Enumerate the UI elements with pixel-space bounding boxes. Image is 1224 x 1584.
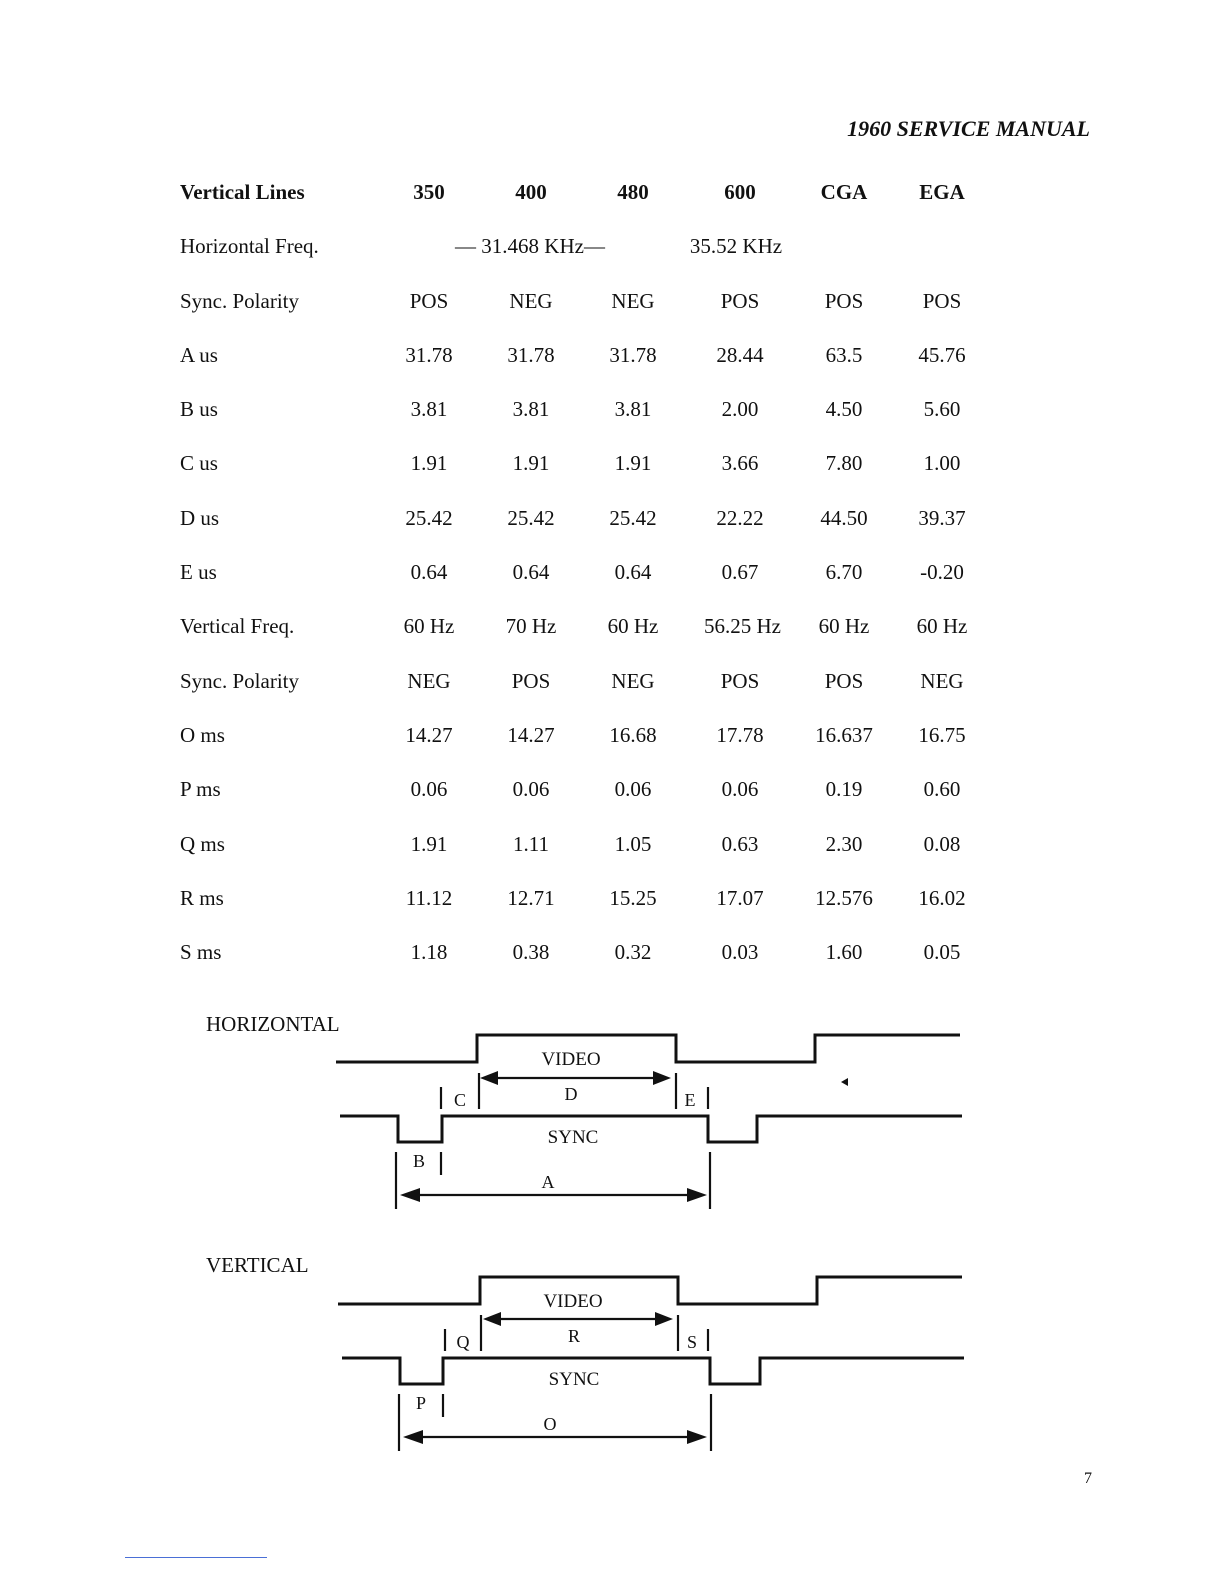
row-label: Sync. Polarity <box>180 288 299 313</box>
table-cell: 1.00 <box>923 451 961 476</box>
table-cell: 28.44 <box>716 342 764 367</box>
column-header: 400 <box>515 180 547 204</box>
table-cell: 25.42 <box>507 505 555 530</box>
table-cell: 1.11 <box>513 831 549 856</box>
r-arrow-left-head <box>483 1312 501 1326</box>
table-cell: 63.5 <box>825 342 863 367</box>
row-label: P ms <box>180 777 221 802</box>
column-header: CGA <box>820 180 868 204</box>
d-arrow-left-head <box>480 1071 498 1085</box>
table-cell: 60 Hz <box>403 614 455 639</box>
table-cell: 0.64 <box>614 560 652 585</box>
table-cell: 6.70 <box>825 560 863 585</box>
page-number: 7 <box>1084 1470 1092 1487</box>
table-cell: 0.06 <box>614 777 652 802</box>
table-cell: 12.71 <box>507 885 555 910</box>
horizontal-timing-svg <box>330 1025 970 1215</box>
table-cell: 0.06 <box>410 777 448 802</box>
table-cell: POS <box>720 668 760 693</box>
table-cell: 2.30 <box>825 831 863 856</box>
video-label: VIDEO <box>543 1291 603 1312</box>
row-label: Q ms <box>180 831 225 856</box>
video-label: VIDEO <box>541 1049 601 1070</box>
row-label: Sync. Polarity <box>180 668 299 693</box>
table-cell: 3.81 <box>614 397 652 422</box>
table-cell: 60 Hz <box>607 614 659 639</box>
table-cell: 1.05 <box>614 831 652 856</box>
table-cell: 3.66 <box>721 451 759 476</box>
column-header: 600 <box>724 180 756 204</box>
table-cell: 0.06 <box>512 777 550 802</box>
table-cell: POS <box>409 288 449 313</box>
table-cell: 1.91 <box>410 831 448 856</box>
table-cell: POS <box>922 288 962 313</box>
table-cell: 1.60 <box>825 940 863 965</box>
table-cell: POS <box>824 288 864 313</box>
table-cell: 16.637 <box>815 722 873 747</box>
video-waveform <box>338 1277 962 1304</box>
table-cell: 1.91 <box>410 451 448 476</box>
table-cell: 31.78 <box>507 342 555 367</box>
table-cell: 16.02 <box>918 885 966 910</box>
table-cell: 60 Hz <box>916 614 968 639</box>
c-label: C <box>453 1090 467 1110</box>
column-header: 480 <box>617 180 649 204</box>
table-cell: 16.75 <box>918 722 966 747</box>
table-cell: 7.80 <box>825 451 863 476</box>
table-cell: POS <box>824 668 864 693</box>
d-arrow-right-head <box>653 1071 671 1085</box>
table-cell: POS <box>720 288 760 313</box>
row-label: D us <box>180 505 220 530</box>
row-label: E us <box>180 560 217 585</box>
stray-mark <box>841 1078 848 1086</box>
table-cell: NEG <box>509 288 553 313</box>
r-label: R <box>567 1326 581 1346</box>
table-cell: 45.76 <box>918 342 966 367</box>
table-cell: 15.25 <box>609 885 657 910</box>
b-label: B <box>412 1151 426 1171</box>
horizontal-freq-600-value: 35.52 KHz <box>689 234 783 259</box>
table-cell: 12.576 <box>815 885 873 910</box>
table-cell: 25.42 <box>609 505 657 530</box>
row-label: A us <box>180 342 218 367</box>
table-cell: 1.91 <box>614 451 652 476</box>
manual-title: 1960 SERVICE MANUAL <box>847 116 1090 141</box>
vertical-timing-svg <box>330 1267 970 1457</box>
row-label: S ms <box>180 940 222 965</box>
a-arrow-left-head <box>400 1188 420 1202</box>
table-cell: 0.64 <box>410 560 448 585</box>
horizontal-timing-diagram <box>330 1025 970 1215</box>
table-cell: POS <box>511 668 551 693</box>
table-cell: 1.91 <box>512 451 550 476</box>
table-cell: 16.68 <box>609 722 657 747</box>
row-label: Horizontal Freq. <box>180 234 319 259</box>
column-header: 350 <box>413 180 445 204</box>
video-waveform <box>336 1035 960 1062</box>
sync-waveform <box>342 1358 964 1384</box>
row-label: Vertical Lines <box>180 180 305 204</box>
table-cell: 5.60 <box>923 397 961 422</box>
table-cell: 56.25 Hz <box>704 614 781 639</box>
table-cell: 0.08 <box>923 831 961 856</box>
table-cell: NEG <box>611 668 655 693</box>
table-cell: NEG <box>611 288 655 313</box>
column-header: EGA <box>919 180 965 204</box>
sync-label: SYNC <box>547 1127 599 1148</box>
table-cell: 0.38 <box>512 940 550 965</box>
sync-label: SYNC <box>548 1369 600 1390</box>
table-cell: 70 Hz <box>505 614 557 639</box>
r-arrow-right-head <box>655 1312 673 1326</box>
vertical-timing-diagram <box>330 1267 970 1457</box>
o-label: O <box>543 1414 557 1434</box>
table-cell: 0.64 <box>512 560 550 585</box>
s-label: S <box>686 1332 698 1352</box>
e-label: E <box>684 1090 696 1110</box>
a-arrow-right-head <box>687 1188 707 1202</box>
table-cell: 0.05 <box>923 940 961 965</box>
table-cell: 1.18 <box>410 940 448 965</box>
table-cell: -0.20 <box>920 560 964 585</box>
row-label: Vertical Freq. <box>180 614 295 639</box>
row-label: R ms <box>180 885 224 910</box>
table-cell: 39.37 <box>918 505 966 530</box>
table-cell: NEG <box>920 668 964 693</box>
table-cell: 3.81 <box>512 397 550 422</box>
table-cell: 0.32 <box>614 940 652 965</box>
table-cell: 14.27 <box>405 722 453 747</box>
q-label: Q <box>456 1332 470 1352</box>
horizontal-section-title: HORIZONTAL <box>206 1012 340 1036</box>
table-cell: 31.78 <box>609 342 657 367</box>
p-label: P <box>415 1393 427 1413</box>
table-cell: 17.78 <box>716 722 764 747</box>
table-cell: 0.06 <box>721 777 759 802</box>
table-cell: 22.22 <box>716 505 764 530</box>
table-cell: 11.12 <box>405 885 453 910</box>
o-arrow-left-head <box>403 1430 423 1444</box>
sync-waveform <box>340 1116 962 1142</box>
table-cell: NEG <box>407 668 451 693</box>
table-cell: 2.00 <box>721 397 759 422</box>
table-cell: 0.63 <box>721 831 759 856</box>
table-cell: 60 Hz <box>818 614 870 639</box>
footer-rule <box>125 1557 267 1558</box>
table-cell: 0.60 <box>923 777 961 802</box>
table-cell: 0.03 <box>721 940 759 965</box>
vertical-section-title: VERTICAL <box>206 1253 309 1277</box>
row-label: O ms <box>180 722 225 747</box>
table-cell: 31.78 <box>405 342 453 367</box>
horizontal-freq-group-value: — 31.468 KHz— <box>455 234 605 259</box>
table-cell: 4.50 <box>825 397 863 422</box>
o-arrow-right-head <box>687 1430 707 1444</box>
d-label: D <box>564 1084 578 1104</box>
table-cell: 44.50 <box>820 505 868 530</box>
row-label: B us <box>180 397 218 422</box>
table-cell: 0.67 <box>721 560 759 585</box>
table-cell: 17.07 <box>716 885 764 910</box>
a-label: A <box>541 1172 555 1192</box>
row-label: C us <box>180 451 218 476</box>
table-cell: 25.42 <box>405 505 453 530</box>
table-cell: 14.27 <box>507 722 555 747</box>
table-cell: 3.81 <box>410 397 448 422</box>
table-cell: 0.19 <box>825 777 863 802</box>
